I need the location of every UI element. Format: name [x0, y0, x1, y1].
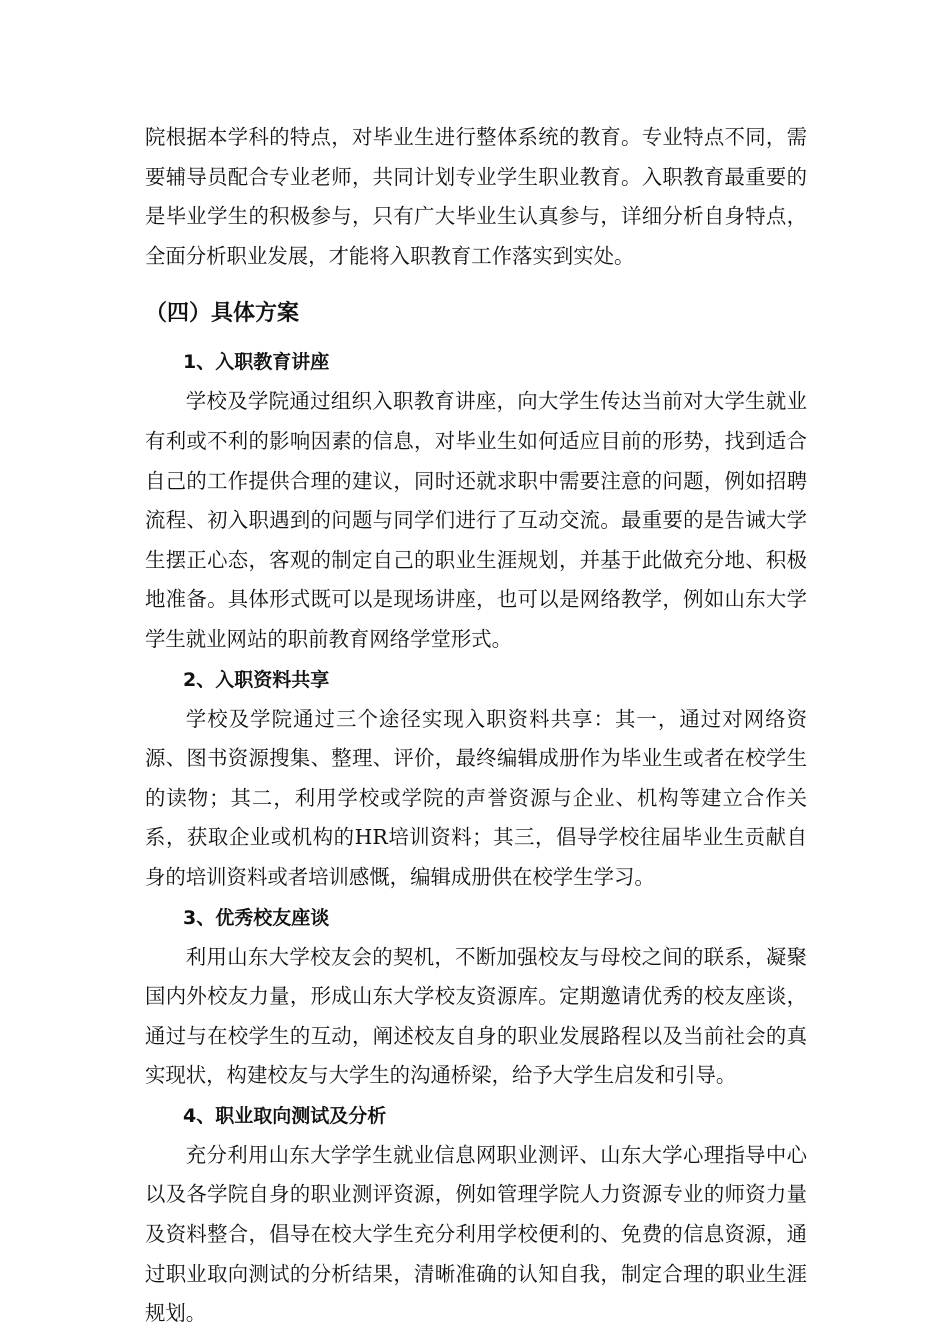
document-page — [145, 118, 807, 1334]
section-title: （四）具体方案 — [145, 301, 300, 327]
item-title-2: 2、入职资料共享 — [183, 668, 330, 691]
item-title-3: 3、优秀校友座谈 — [183, 906, 330, 929]
item-title-1: 1、入职教育讲座 — [183, 351, 330, 374]
item-body-4: 充分利用山东大学学生就业信息网职业测评、山东大学心理指导中心以及各学院自身的职业测评资源，例如管理学院人力资源专业的师资力量及资料整合，倡导在校大学生充分利用学校便利的、免费的信息资源，通过职业取向测试的分析结果，清晰准确的认知自我，制定合理的职业生涯规划。 — [145, 1142, 807, 1326]
item-body-2: 学校及学院通过三个途径实现入职资料共享：其一，通过对网络资源、图书资源搜集、整理、评价，最终编辑成册作为毕业生或者在校学生的读物；其二，利用学校或学院的声誉资源与企业、机构等建立合作关系，获取企业或机构的HR培训资料；其三，倡导学校往届毕业生贡献自身的培训资料或者培训感慨，编辑成册供在校学生学习。 — [145, 706, 807, 889]
intro-paragraph: 院根据本学科的特点，对毕业生进行整体系统的教育。专业特点不同，需要辅导员配合专业老师，共同计划专业学生职业教育。入职教育最重要的是毕业学生的积极参与，只有广大毕业生认真参与，详细分析自身特点，全面分析职业发展，才能将入职教育工作落实到实处。 — [145, 125, 807, 268]
item-body-1: 学校及学院通过组织入职教育讲座，向大学生传达当前对大学生就业有利或不利的影响因素的信息，对毕业生如何适应目前的形势，找到适合自己的工作提供合理的建议，同时还就求职中需要注意的问题，例如招聘流程、初入职遇到的问题与同学们进行了互动交流。最重要的是告诫大学生摆正心态，客观的制定自己的职业生涯规划，并基于此做充分地、积极地准备。具体形式既可以是现场讲座，也可以是网络教学，例如山东大学学生就业网站的职前教育网络学堂形式。 — [145, 389, 807, 651]
item-title-4: 4、职业取向测试及分析 — [183, 1104, 387, 1127]
item-body-3: 利用山东大学校友会的契机，不断加强校友与母校之间的联系，凝聚国内外校友力量，形成山东大学校友资源库。定期邀请优秀的校友座谈，通过与在校学生的互动，阐述校友自身的职业发展路程以及当前社会的真实现状，构建校友与大学生的沟通桥梁，给予大学生启发和引导。 — [145, 944, 807, 1088]
